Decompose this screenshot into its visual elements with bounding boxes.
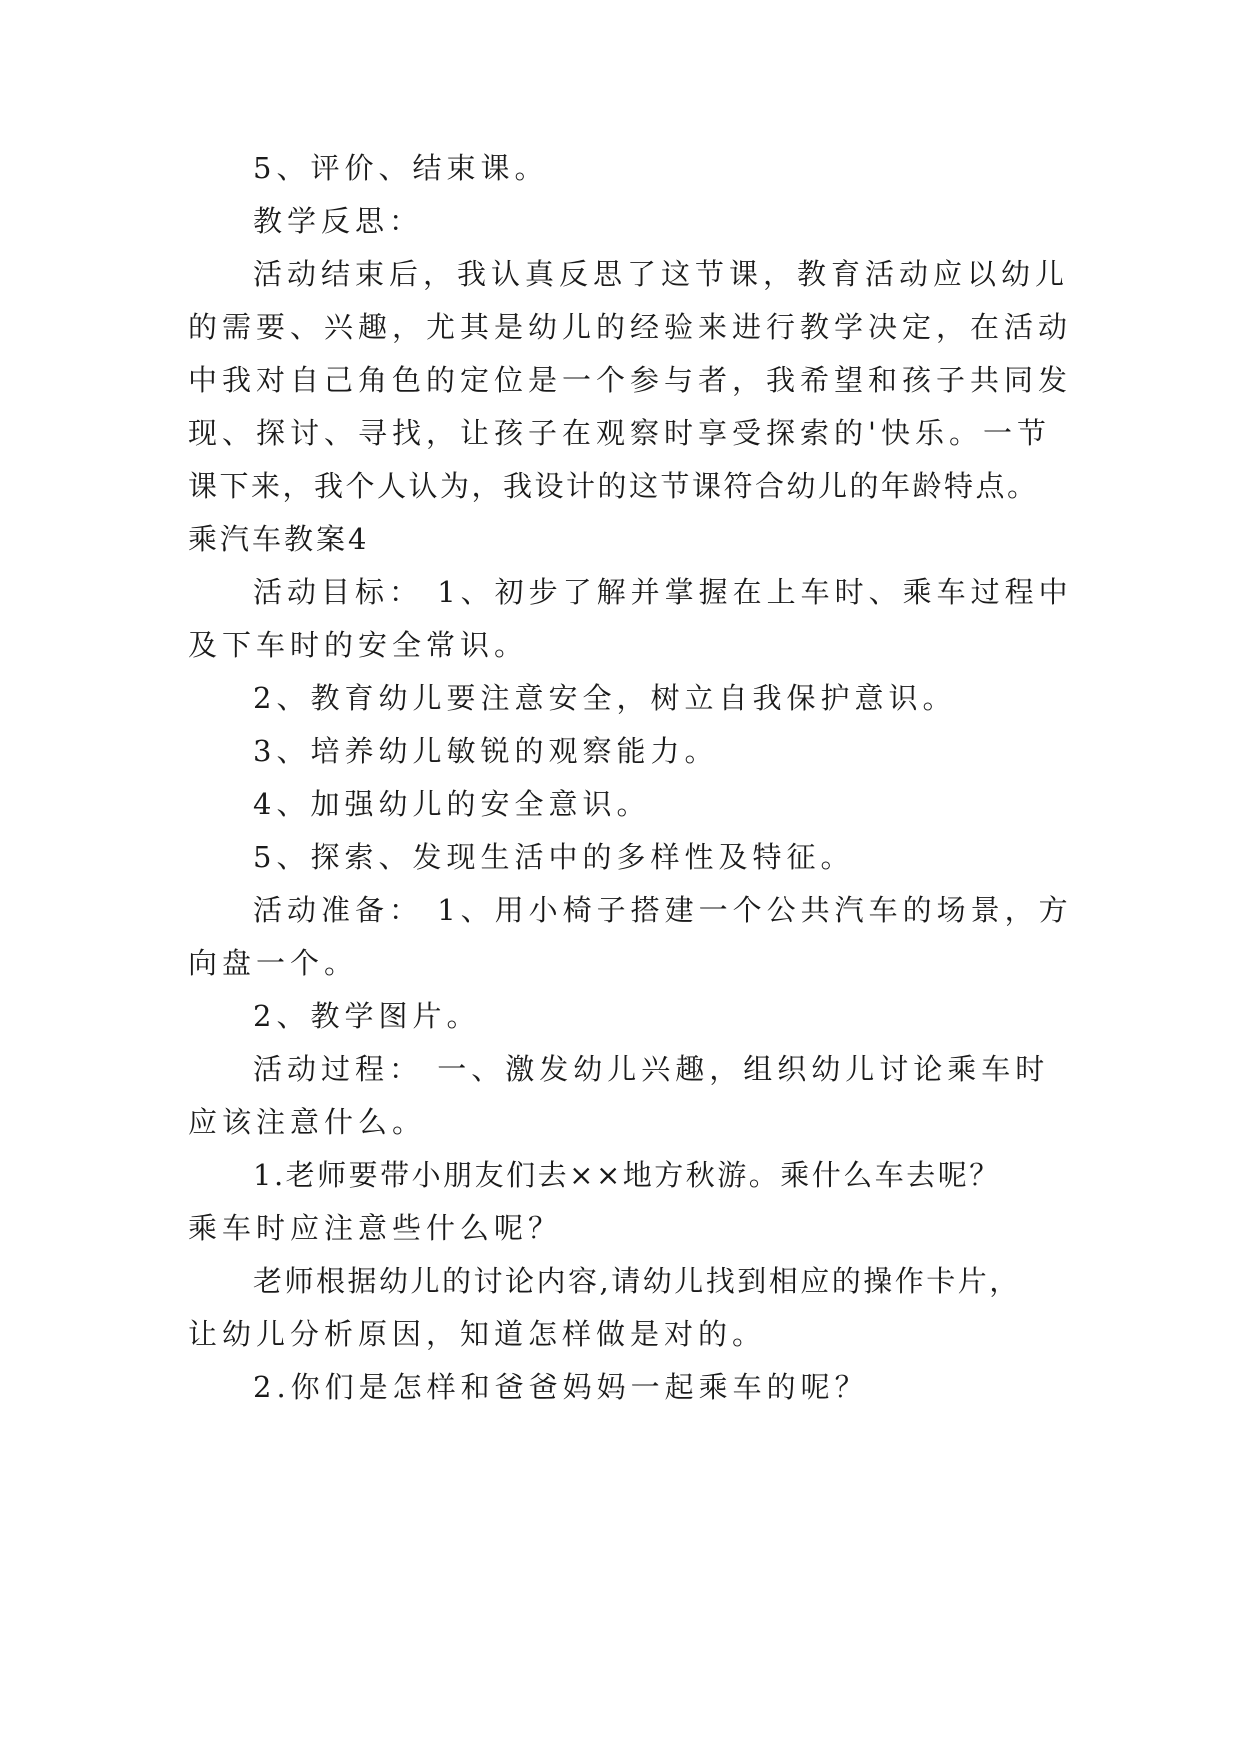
paragraph-line: 活动目标： 1、初步了解并掌握在上车时、乘车过程中 xyxy=(253,575,1073,609)
paragraph-line: 活动结束后，我认真反思了这节课，教育活动应以幼儿 xyxy=(253,257,1070,291)
paragraph-line: 中我对自己角色的定位是一个参与者，我希望和孩子共同发 xyxy=(188,363,1073,397)
paragraph-line: 课下来，我个人认为，我设计的这节课符合幼儿的年龄特点。 xyxy=(188,469,1039,503)
list-item: 2、教育幼儿要注意安全，树立自我保护意识。 xyxy=(253,681,957,715)
section-label-teaching-reflection: 教学反思： xyxy=(253,204,424,238)
paragraph-line: 活动准备： 1、用小椅子搭建一个公共汽车的场景，方 xyxy=(253,893,1073,927)
paragraph-line: 5、评价、结束课。 xyxy=(253,151,549,185)
paragraph-line: 1.老师要带小朋友们去××地方秋游。乘什么车去呢？ xyxy=(253,1158,1001,1192)
list-item: 3、培养幼儿敏锐的观察能力。 xyxy=(253,734,719,768)
paragraph-line: 的需要、兴趣，尤其是幼儿的经验来进行教学决定，在活动 xyxy=(188,310,1073,344)
paragraph-line: 老师根据幼儿的讨论内容,请幼儿找到相应的操作卡片， xyxy=(253,1264,1021,1298)
paragraph-line: 2.你们是怎样和爸爸妈妈一起乘车的呢？ xyxy=(253,1370,869,1404)
paragraph-line: 乘车时应注意些什么呢？ xyxy=(188,1211,563,1245)
paragraph-line: 向盘一个。 xyxy=(188,946,359,980)
section-heading: 乘汽车教案4 xyxy=(188,522,370,556)
paragraph-line: 应该注意什么。 xyxy=(188,1105,427,1139)
paragraph-line: 让幼儿分析原因，知道怎样做是对的。 xyxy=(188,1317,767,1351)
paragraph-line: 现、探讨、寻找，让孩子在观察时享受探索的'快乐。一节 xyxy=(188,416,1051,450)
paragraph-line: 及下车时的安全常识。 xyxy=(188,628,529,662)
list-item: 5、探索、发现生活中的多样性及特征。 xyxy=(253,840,855,874)
list-item: 2、教学图片。 xyxy=(253,999,481,1033)
list-item: 4、加强幼儿的安全意识。 xyxy=(253,787,651,821)
paragraph-line: 活动过程： 一、激发幼儿兴趣，组织幼儿讨论乘车时 xyxy=(253,1052,1050,1086)
